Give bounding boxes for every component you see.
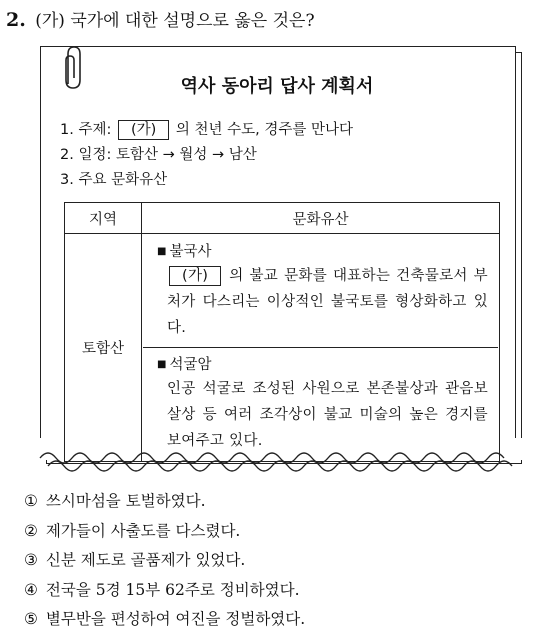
option-text: 신분 제도로 골품제가 있었다.	[45, 551, 246, 569]
sheet-title: 역사 동아리 답사 계획서	[180, 76, 374, 97]
heritage-item-bulguksa	[143, 235, 498, 347]
heritage-item-seokguram	[143, 347, 498, 460]
option-5[interactable]	[24, 605, 305, 635]
option-2[interactable]	[24, 517, 305, 547]
blank-ga-box: (가)	[169, 266, 221, 286]
option-text: 쓰시마섬을 토벌하였다.	[45, 492, 206, 510]
answer-options	[24, 487, 305, 635]
header-heritage: 문화유산	[142, 203, 500, 234]
item-description: 의 불교 문화를 대표하는 건축물로서 부처가 다스리는 이상적인 불국토를 형상화하고 있다.	[167, 268, 488, 336]
option-mark: ①	[24, 492, 38, 510]
option-1[interactable]	[24, 487, 305, 517]
heritage-line: 3. 주요 문화유산	[60, 172, 168, 188]
topic-line	[60, 118, 353, 143]
question-header	[6, 6, 315, 31]
option-mark: ②	[24, 521, 38, 540]
plan-lines	[60, 118, 353, 193]
square-bullet-icon: ■	[157, 246, 167, 257]
heritage-table	[64, 202, 500, 462]
schedule-line: 2. 일정: 토함산 → 월성 → 남산	[60, 147, 257, 163]
option-text: 별무반을 편성하여 여진을 정벌하였다.	[45, 610, 306, 628]
blank-ga-box: (가)	[118, 120, 169, 140]
option-mark: ⑤	[24, 610, 38, 628]
option-mark: ④	[24, 580, 38, 599]
item-name: 석굴암	[169, 357, 212, 373]
item-name: 불국사	[169, 244, 212, 260]
question-number: 2.	[6, 9, 26, 31]
topic-text: 의 천년 수도, 경주를 만나다	[175, 122, 354, 138]
option-4[interactable]	[24, 576, 305, 606]
option-text: 전국을 5경 15부 62주로 정비하였다.	[45, 580, 300, 599]
square-bullet-icon: ■	[157, 359, 167, 370]
question-stem: (가) 국가에 대한 설명으로 옳은 것은?	[35, 11, 315, 31]
option-3[interactable]	[24, 546, 305, 576]
heritage-cell	[142, 234, 500, 462]
header-region: 지역	[65, 203, 142, 234]
topic-label: 1. 주제:	[60, 122, 112, 138]
option-text: 제가들이 사출도를 다스렸다.	[45, 521, 241, 540]
option-mark: ③	[24, 551, 38, 569]
region-cell: 토함산	[65, 234, 142, 462]
item-description: 인공 석굴로 조성된 사원으로 본존불상과 관음보살상 등 여러 조각상이 불교 미술의 높은 경지를 보여주고 있다.	[167, 381, 488, 449]
